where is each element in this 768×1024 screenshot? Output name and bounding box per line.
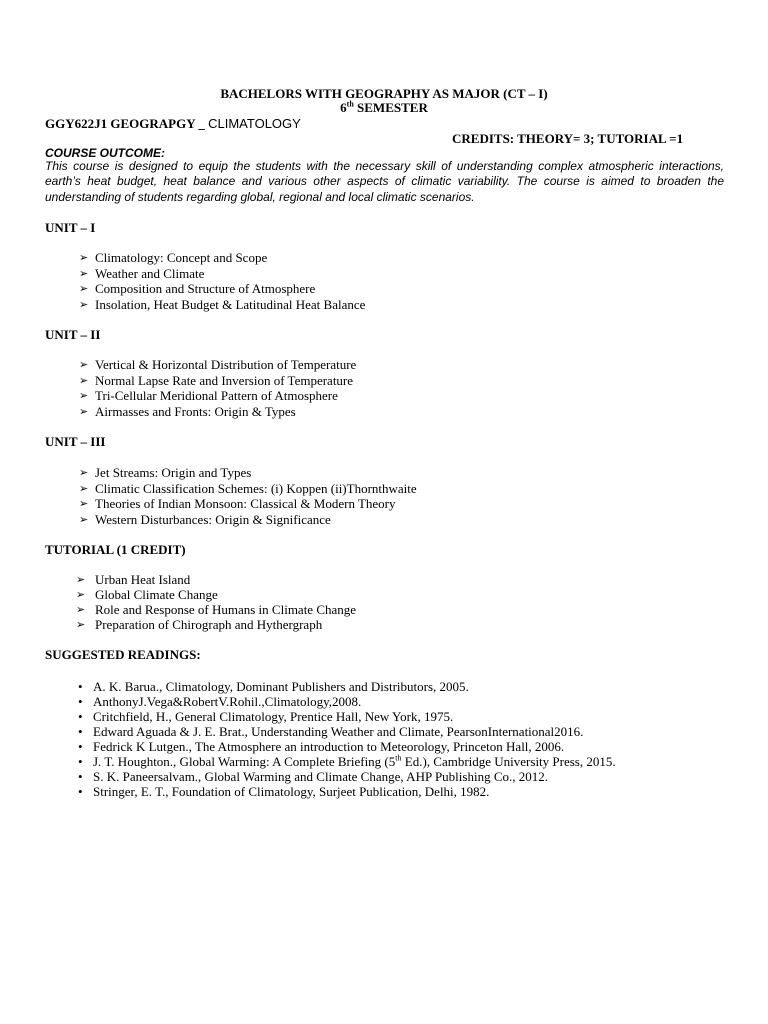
arrow-bullet-icon: ➢ — [79, 389, 89, 402]
list-item-text: Global Climate Change — [95, 587, 218, 602]
list-item — [79, 465, 417, 481]
list-item-text: Western Disturbances: Origin & Significance — [95, 511, 331, 527]
list-item — [79, 388, 356, 404]
bullet-icon: • — [78, 724, 83, 739]
list-item — [78, 754, 616, 769]
list-item — [79, 496, 417, 512]
list-item-text: Jet Streams: Origin and Types — [95, 465, 252, 480]
edition-superscript: th — [395, 753, 402, 763]
list-item — [78, 739, 616, 754]
bullet-icon: • — [78, 679, 83, 694]
arrow-bullet-icon: ➢ — [79, 251, 89, 264]
bullet-icon: • — [78, 709, 83, 724]
arrow-bullet-icon: ➢ — [76, 603, 86, 616]
arrow-bullet-icon: ➢ — [79, 297, 89, 311]
unit-2-heading: UNIT – II — [45, 327, 101, 342]
semester-number: 6 — [340, 100, 347, 115]
list-item — [79, 250, 365, 266]
list-item — [76, 602, 356, 617]
reading-text — [93, 754, 616, 769]
reading-text: AnthonyJ.Vega&RobertV.Rohil.,Climatology,2008. — [93, 694, 362, 709]
reading-text: Fedrick K Lutgen., The Atmosphere an introduction to Meteorology, Princeton Hall, 2006. — [93, 739, 565, 754]
course-outcome-heading: COURSE OUTCOME: — [45, 146, 165, 160]
list-item — [78, 694, 616, 709]
list-item — [79, 512, 417, 528]
list-item-text: Normal Lapse Rate and Inversion of Temperature — [95, 372, 354, 388]
arrow-bullet-icon: ➢ — [79, 466, 89, 479]
list-item — [79, 373, 356, 389]
readings-list — [78, 679, 616, 799]
reading-text: Critchfield, H., General Climatology, Prentice Hall, New York, 1975. — [93, 709, 454, 724]
course-title-line — [45, 116, 301, 132]
reading-text-part: J. T. Houghton., Global Warming: A Complete Briefing (5 — [93, 754, 396, 769]
bullet-icon: • — [78, 694, 83, 709]
list-item-text: Tri-Cellular Meridional Pattern of Atmosphere — [95, 388, 338, 403]
arrow-bullet-icon: ➢ — [79, 404, 89, 418]
bullet-icon: • — [78, 739, 83, 754]
list-item-text: Airmasses and Fronts: Origin & Types — [95, 403, 296, 419]
arrow-bullet-icon: ➢ — [76, 573, 86, 586]
reading-text: A. K. Barua., Climatology, Dominant Publishers and Distributors, 2005. — [93, 679, 469, 694]
list-item — [79, 266, 365, 282]
list-item-text: Composition and Structure of Atmosphere — [95, 281, 316, 296]
list-item — [78, 679, 616, 694]
course-outcome-text: This course is designed to equip the students with the necessary skill of understanding complex atmospheric interactions, earth’s heat budget, heat balance and various other aspects of climatic variability. The course is aimed to broaden the understanding of students regarding global, regional and local climatic scenarios. — [45, 159, 724, 204]
list-item — [79, 404, 356, 420]
list-item-text: Vertical & Horizontal Distribution of Temperature — [95, 357, 357, 372]
arrow-bullet-icon: ➢ — [79, 266, 89, 280]
list-item-text: Urban Heat Island — [95, 572, 191, 587]
list-item — [76, 617, 356, 632]
reading-text: S. K. Paneersalvam., Global Warming and Climate Change, AHP Publishing Co., 2012. — [93, 769, 548, 784]
course-name: CLIMATOLOGY — [208, 116, 301, 131]
semester-superscript: th — [346, 99, 354, 109]
list-item — [76, 572, 356, 587]
list-item — [79, 281, 365, 297]
suggested-readings-heading: SUGGESTED READINGS: — [45, 647, 201, 662]
list-item-text: Weather and Climate — [95, 265, 205, 281]
unit-3-heading: UNIT – III — [45, 434, 106, 449]
list-item-text: Insolation, Heat Budget & Latitudinal Heat Balance — [95, 296, 366, 312]
list-item — [78, 724, 616, 739]
unit-3-list — [79, 465, 417, 527]
list-item — [76, 587, 356, 602]
unit-1-heading: UNIT – I — [45, 220, 96, 235]
document-title: BACHELORS WITH GEOGRAPHY AS MAJOR (CT – I) — [220, 86, 548, 101]
tutorial-heading: TUTORIAL (1 CREDIT) — [45, 542, 186, 557]
arrow-bullet-icon: ➢ — [76, 588, 86, 601]
list-item-text: Theories of Indian Monsoon: Classical & Modern Theory — [95, 496, 396, 511]
unit-1-list — [79, 250, 365, 312]
tutorial-list — [76, 572, 356, 632]
reading-text: Edward Aguada & J. E. Brat., Understanding Weather and Climate, PearsonInternational2016. — [93, 724, 584, 739]
credits-line: CREDITS: THEORY= 3; TUTORIAL =1 — [452, 131, 684, 146]
bullet-icon: • — [78, 769, 83, 784]
list-item — [78, 709, 616, 724]
list-item — [79, 481, 417, 497]
bullet-icon: • — [78, 784, 83, 799]
semester-word: SEMESTER — [357, 100, 428, 115]
list-item-text: Role and Response of Humans in Climate Change — [95, 602, 357, 617]
arrow-bullet-icon: ➢ — [79, 512, 89, 526]
bullet-icon: • — [78, 754, 83, 769]
arrow-bullet-icon: ➢ — [76, 618, 86, 631]
arrow-bullet-icon: ➢ — [79, 373, 89, 387]
list-item — [78, 784, 616, 799]
semester-line — [0, 100, 768, 116]
arrow-bullet-icon: ➢ — [79, 481, 89, 495]
arrow-bullet-icon: ➢ — [79, 282, 89, 295]
reading-text: Stringer, E. T., Foundation of Climatology, Surjeet Publication, Delhi, 1982. — [93, 784, 490, 799]
course-code: GGY622J1 GEOGRAPGY _ — [45, 116, 205, 131]
list-item-text: Climatic Classification Schemes: (i) Koppen (ii)Thornthwaite — [95, 480, 417, 496]
list-item — [79, 357, 356, 373]
list-item-text: Climatology: Concept and Scope — [95, 250, 268, 265]
list-item — [78, 769, 616, 784]
arrow-bullet-icon: ➢ — [79, 497, 89, 510]
list-item-text: Preparation of Chirograph and Hythergraph — [95, 617, 323, 632]
reading-text-part: Ed.), Cambridge University Press, 2015. — [401, 754, 616, 769]
arrow-bullet-icon: ➢ — [79, 358, 89, 371]
list-item — [79, 297, 365, 313]
unit-2-list — [79, 357, 356, 419]
